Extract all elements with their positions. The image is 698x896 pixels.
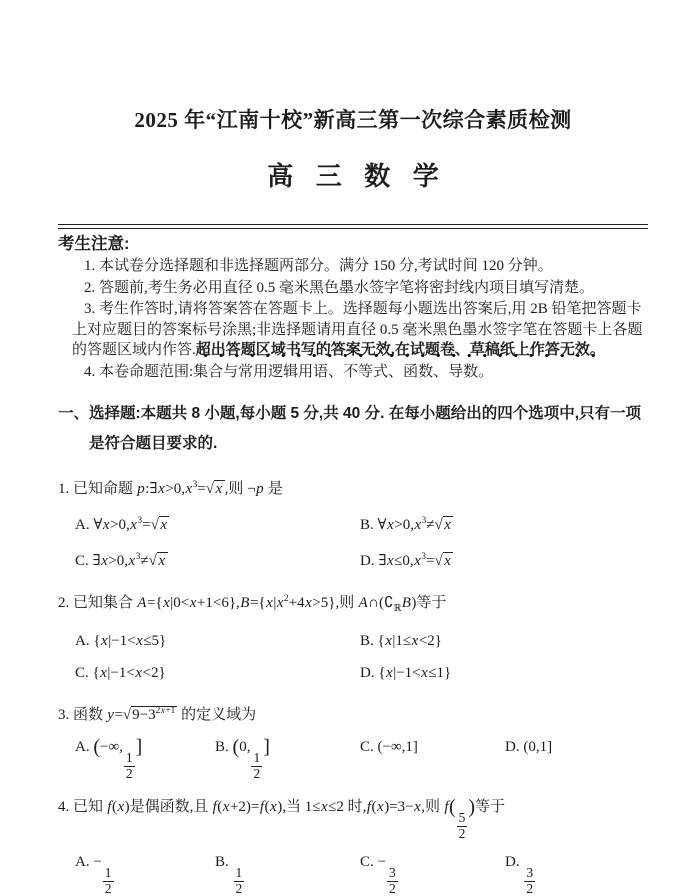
question-2-option-c: C. {x|−1<x<2} [75, 665, 166, 681]
notice-label: 考生注意: [58, 235, 130, 253]
question-4-option-a: A. − $\frac{1}{2}$ [75, 853, 112, 896]
double-rule-divider [58, 224, 648, 229]
section-1-heading: 一、选择题:本题共 8 小题,每小题 5 分,共 40 分. 在每小题给出的四个选项中,只有一项是符合题目要求的. [58, 405, 642, 452]
question-3-option-d: D. (0,1] [505, 739, 553, 755]
exam-title: 2025 年“江南十校”新高三第一次综合素质检测 [134, 108, 572, 132]
question-1-option-a: A. $\forall x>0,x^3=√$ x [75, 510, 360, 537]
question-3-option-c: C. (−∞,1] [360, 739, 418, 755]
notice-item-4: 4. 本卷命题范围:集合与常用逻辑用语、不等式、函数、导数。 [84, 363, 494, 380]
question-3-option-a: A. (−∞, $\frac{1}{2}$ ] [75, 736, 143, 781]
notice-item-3-emphasis: 超出答题区域书写的答案无效,在试题卷、草稿纸上作答无效。 [195, 341, 605, 358]
question-3-options [58, 736, 648, 781]
notice-item-3 [58, 299, 648, 361]
question-1 [58, 474, 648, 573]
notice-item-2: 2. 答题前,考生务必用直径 0.5 毫米黑色墨水签字笔将密封线内项目填写清楚。 [84, 279, 595, 296]
question-2-option-b: B. {x|1≤x<2} [360, 633, 442, 649]
notice-section [58, 234, 648, 382]
question-4-option-b: B. $\frac{1}{2}$ [215, 853, 243, 896]
question-1-option-c: C. $\exists x>0,x^3\ne√$ x [75, 546, 360, 573]
question-1-options [58, 510, 648, 573]
question-3-stem: 3. 函数 $y=√9-3^{2x+1}$ 的定义域为 [58, 706, 257, 723]
notice-item-1: 1. 本试卷分选择题和非选择题两部分。满分 150 分,考试时间 120 分钟。 [84, 258, 553, 274]
question-1-option-b: B. $\forall x>0,x^3\ne√$ x [360, 510, 648, 537]
question-2-option-a: A. {x|−1<x≤5} [75, 633, 167, 649]
question-3 [58, 700, 648, 781]
question-2-option-d: D. {x|−1<x≤1} [360, 665, 452, 681]
question-4-options [58, 851, 648, 896]
question-2-options [58, 630, 648, 685]
question-2 [58, 588, 648, 685]
question-4-option-d: D. $\frac{3}{2}$ [505, 853, 534, 896]
notice-item-3-text: 3. 考生作答时,请将答案答在答题卡上。选择题每小题选出答案后,用 2B 铅笔把答题卡上对应题目的答案标号涂黑;非选择题请用直径 0.5 毫米黑色墨水签字笔在答题卡上各题的答题区域内作答. [72, 301, 643, 358]
question-2-stem: 2. 已知集合 $A=\{x|0<x+1<6\},B=\{x|x^2+4x>5\}$,则 $A\cap(∁_ℝB)$等于 [58, 594, 447, 614]
question-4-option-c: C. − $\frac{3}{2}$ [360, 853, 396, 896]
question-4-stem: 4. 已知 f(x)是偶函数,且 f(x+2)=f(x),当 1≤x≤2 时,f(x)=3−x,则 f( $\frac{5}{2}$ )等于 [58, 796, 506, 842]
question-4 [58, 796, 648, 896]
question-1-stem: 1. 已知命题 $p:\exists x>0,x^3=√$ x ,则 ¬p 是 [58, 480, 283, 497]
question-1-option-d: D. $\exists x\le 0,x^3=√$ x [360, 546, 648, 573]
question-3-option-b: B. (0, $\frac{1}{2}$ ] [215, 736, 270, 781]
exam-subject-title: 高 三 数 学 [267, 162, 447, 191]
